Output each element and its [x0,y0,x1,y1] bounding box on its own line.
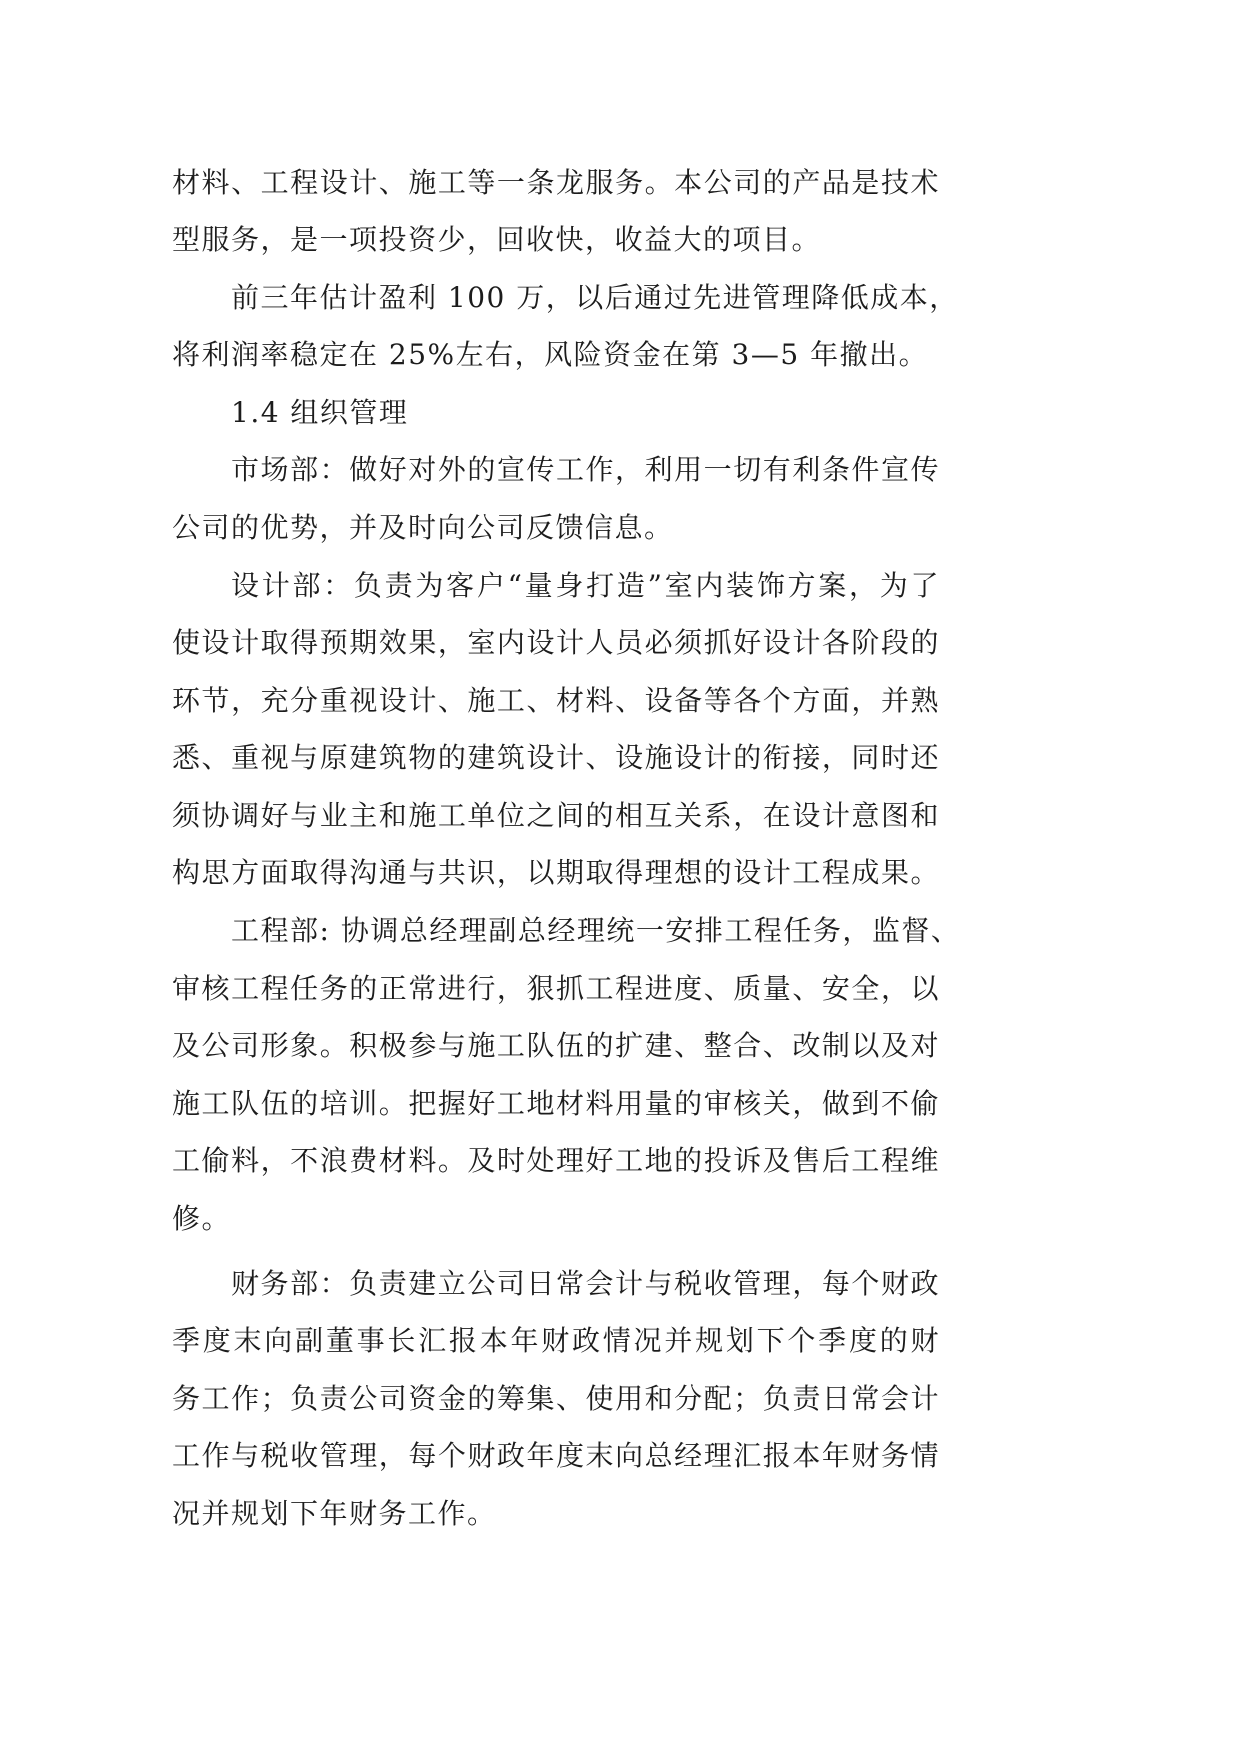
text-line: 施工队伍的培训。把握好工地材料用量的审核关，做到不偷 [172,1087,940,1120]
text-line: 审核工程任务的正常进行，狠抓工程进度、质量、安全，以 [172,972,940,1005]
text-line: 环节，充分重视设计、施工、材料、设备等各个方面，并熟 [172,684,940,717]
text-line: 型服务，是一项投资少，回收快，收益大的项目。 [172,223,822,256]
text-line: 设计部：负责为客户“量身打造”室内装饰方案，为了 [231,569,940,602]
text-line: 须协调好与业主和施工单位之间的相互关系，在设计意图和 [172,799,940,832]
text-line: 使设计取得预期效果，室内设计人员必须抓好设计各阶段的 [172,626,940,659]
text-line: 工偷料，不浪费材料。及时处理好工地的投诉及售后工程维 [172,1144,940,1177]
text-line: 及公司形象。积极参与施工队伍的扩建、整合、改制以及对 [172,1029,940,1062]
text-line: 市场部：做好对外的宣传工作，利用一切有利条件宣传 [231,453,940,486]
text-line: 工作与税收管理，每个财政年度末向总经理汇报本年财务情 [172,1439,940,1472]
text-line: 修。 [172,1202,232,1235]
text-line: 公司的优势，并及时向公司反馈信息。 [172,511,674,544]
section-heading: 1.4 组织管理 [231,396,409,429]
text-line: 季度末向副董事长汇报本年财政情况并规划下个季度的财 [172,1324,940,1357]
text-line: 材料、工程设计、施工等一条龙服务。本公司的产品是技术 [172,166,940,199]
text-line: 悉、重视与原建筑物的建筑设计、设施设计的衔接，同时还 [172,741,940,774]
text-line: 财务部：负责建立公司日常会计与税收管理，每个财政 [231,1267,940,1300]
text-line: 工程部: 协调总经理副总经理统一安排工程任务，监督、 [231,914,961,947]
text-line: 前三年估计盈利 100 万，以后通过先进管理降低成本， [231,281,959,314]
text-line: 将利润率稳定在 25%左右，风险资金在第 3—5 年撤出。 [172,338,929,371]
text-line: 况并规划下年财务工作。 [172,1497,497,1530]
text-line: 务工作；负责公司资金的筹集、使用和分配；负责日常会计 [172,1382,940,1415]
text-line: 构思方面取得沟通与共识，以期取得理想的设计工程成果。 [172,856,940,889]
